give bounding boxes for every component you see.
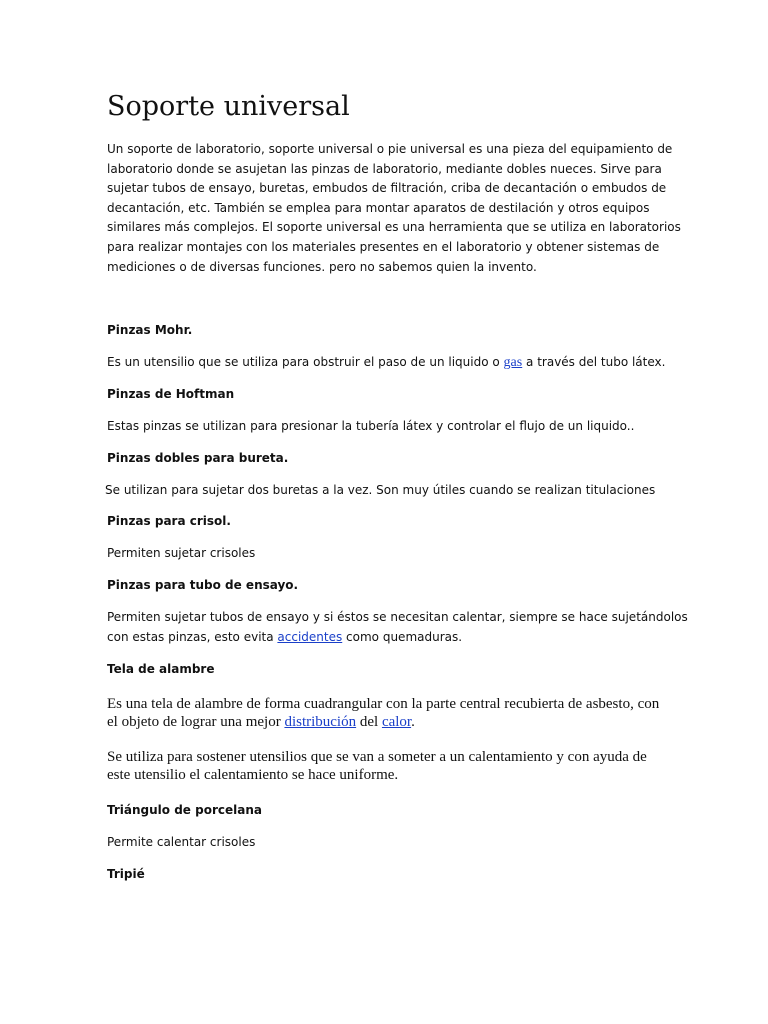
tela-alambre-line: Es una tela de alambre de forma cuadrangular con la parte central recubierta de asbesto, con — [107, 696, 660, 712]
text-segment: . — [411, 714, 415, 730]
section-heading-tripie: Tripié — [107, 867, 145, 881]
accidentes-link[interactable]: accidentes — [277, 629, 343, 644]
pinzas-mohr-text — [107, 353, 665, 372]
intro-line: decantación, etc. También se emplea para montar aparatos de destilación y otros equipos — [107, 200, 650, 215]
pinzas-tubo-line — [107, 628, 462, 646]
intro-line: sujetar tubos de ensayo, buretas, embudos de filtración, criba de decantación o embudos de — [107, 181, 667, 196]
intro-line: para realizar montajes con los materiales presentes en el laboratorio y obtener sistemas de — [107, 240, 660, 254]
tela-alambre-line: este utensilio el calentamiento se hace uniforme. — [107, 767, 399, 783]
distribucion-link[interactable]: distribución — [284, 714, 357, 730]
pinzas-tubo-line: Permiten sujetar tubos de ensayo y si éstos se necesitan calentar, siempre se hace sujetándolos — [107, 610, 688, 624]
tela-alambre-line — [107, 713, 415, 731]
gas-link[interactable]: gas — [503, 355, 523, 370]
pinzas-crisol-text: Permiten sujetar crisoles — [107, 546, 256, 560]
text-segment: como quemaduras. — [342, 629, 463, 644]
section-heading-pinzas-crisol: Pinzas para crisol. — [107, 514, 231, 528]
calor-link[interactable]: calor — [381, 714, 412, 730]
text-segment: con estas pinzas, esto evita — [107, 629, 278, 644]
intro-line: mediciones o de diversas funciones. pero no sabemos quien la invento. — [107, 259, 537, 274]
triangulo-text: Permite calentar crisoles — [107, 835, 256, 849]
page-title: Soporte universal — [107, 91, 350, 122]
pinzas-dobles-text: Se utilizan para sujetar dos buretas a la vez. Son muy útiles cuando se realizan titulaciones — [105, 483, 656, 497]
text-segment: Es un utensilio que se utiliza para obstruir el paso de un liquido o — [107, 355, 504, 369]
section-heading-pinzas-tubo: Pinzas para tubo de ensayo. — [107, 578, 299, 592]
text-segment: del — [356, 714, 382, 730]
section-heading-pinzas-hoftman: Pinzas de Hoftman — [107, 387, 235, 401]
text-segment: a través del tubo látex. — [522, 355, 666, 369]
tela-alambre-line: Se utiliza para sostener utensilios que se van a someter a un calentamiento y con ayuda de — [107, 749, 647, 765]
section-heading-pinzas-dobles: Pinzas dobles para bureta. — [107, 451, 289, 465]
text-segment: el objeto de lograr una mejor — [107, 714, 285, 730]
section-heading-tela-alambre: Tela de alambre — [107, 662, 215, 676]
pinzas-hoftman-text: Estas pinzas se utilizan para presionar la tubería látex y controlar el flujo de un liquido.. — [107, 419, 635, 433]
section-heading-pinzas-mohr: Pinzas Mohr. — [107, 323, 193, 337]
intro-line: laboratorio donde se asujetan las pinzas de laboratorio, mediante dobles nueces. Sirve para — [107, 161, 662, 176]
intro-line: similares más complejos. El soporte universal es una herramienta que se utiliza en laboratorios — [107, 220, 681, 235]
section-heading-triangulo: Triángulo de porcelana — [107, 803, 262, 817]
intro-line: Un soporte de laboratorio, soporte universal o pie universal es una pieza del equipamiento de — [107, 142, 673, 156]
